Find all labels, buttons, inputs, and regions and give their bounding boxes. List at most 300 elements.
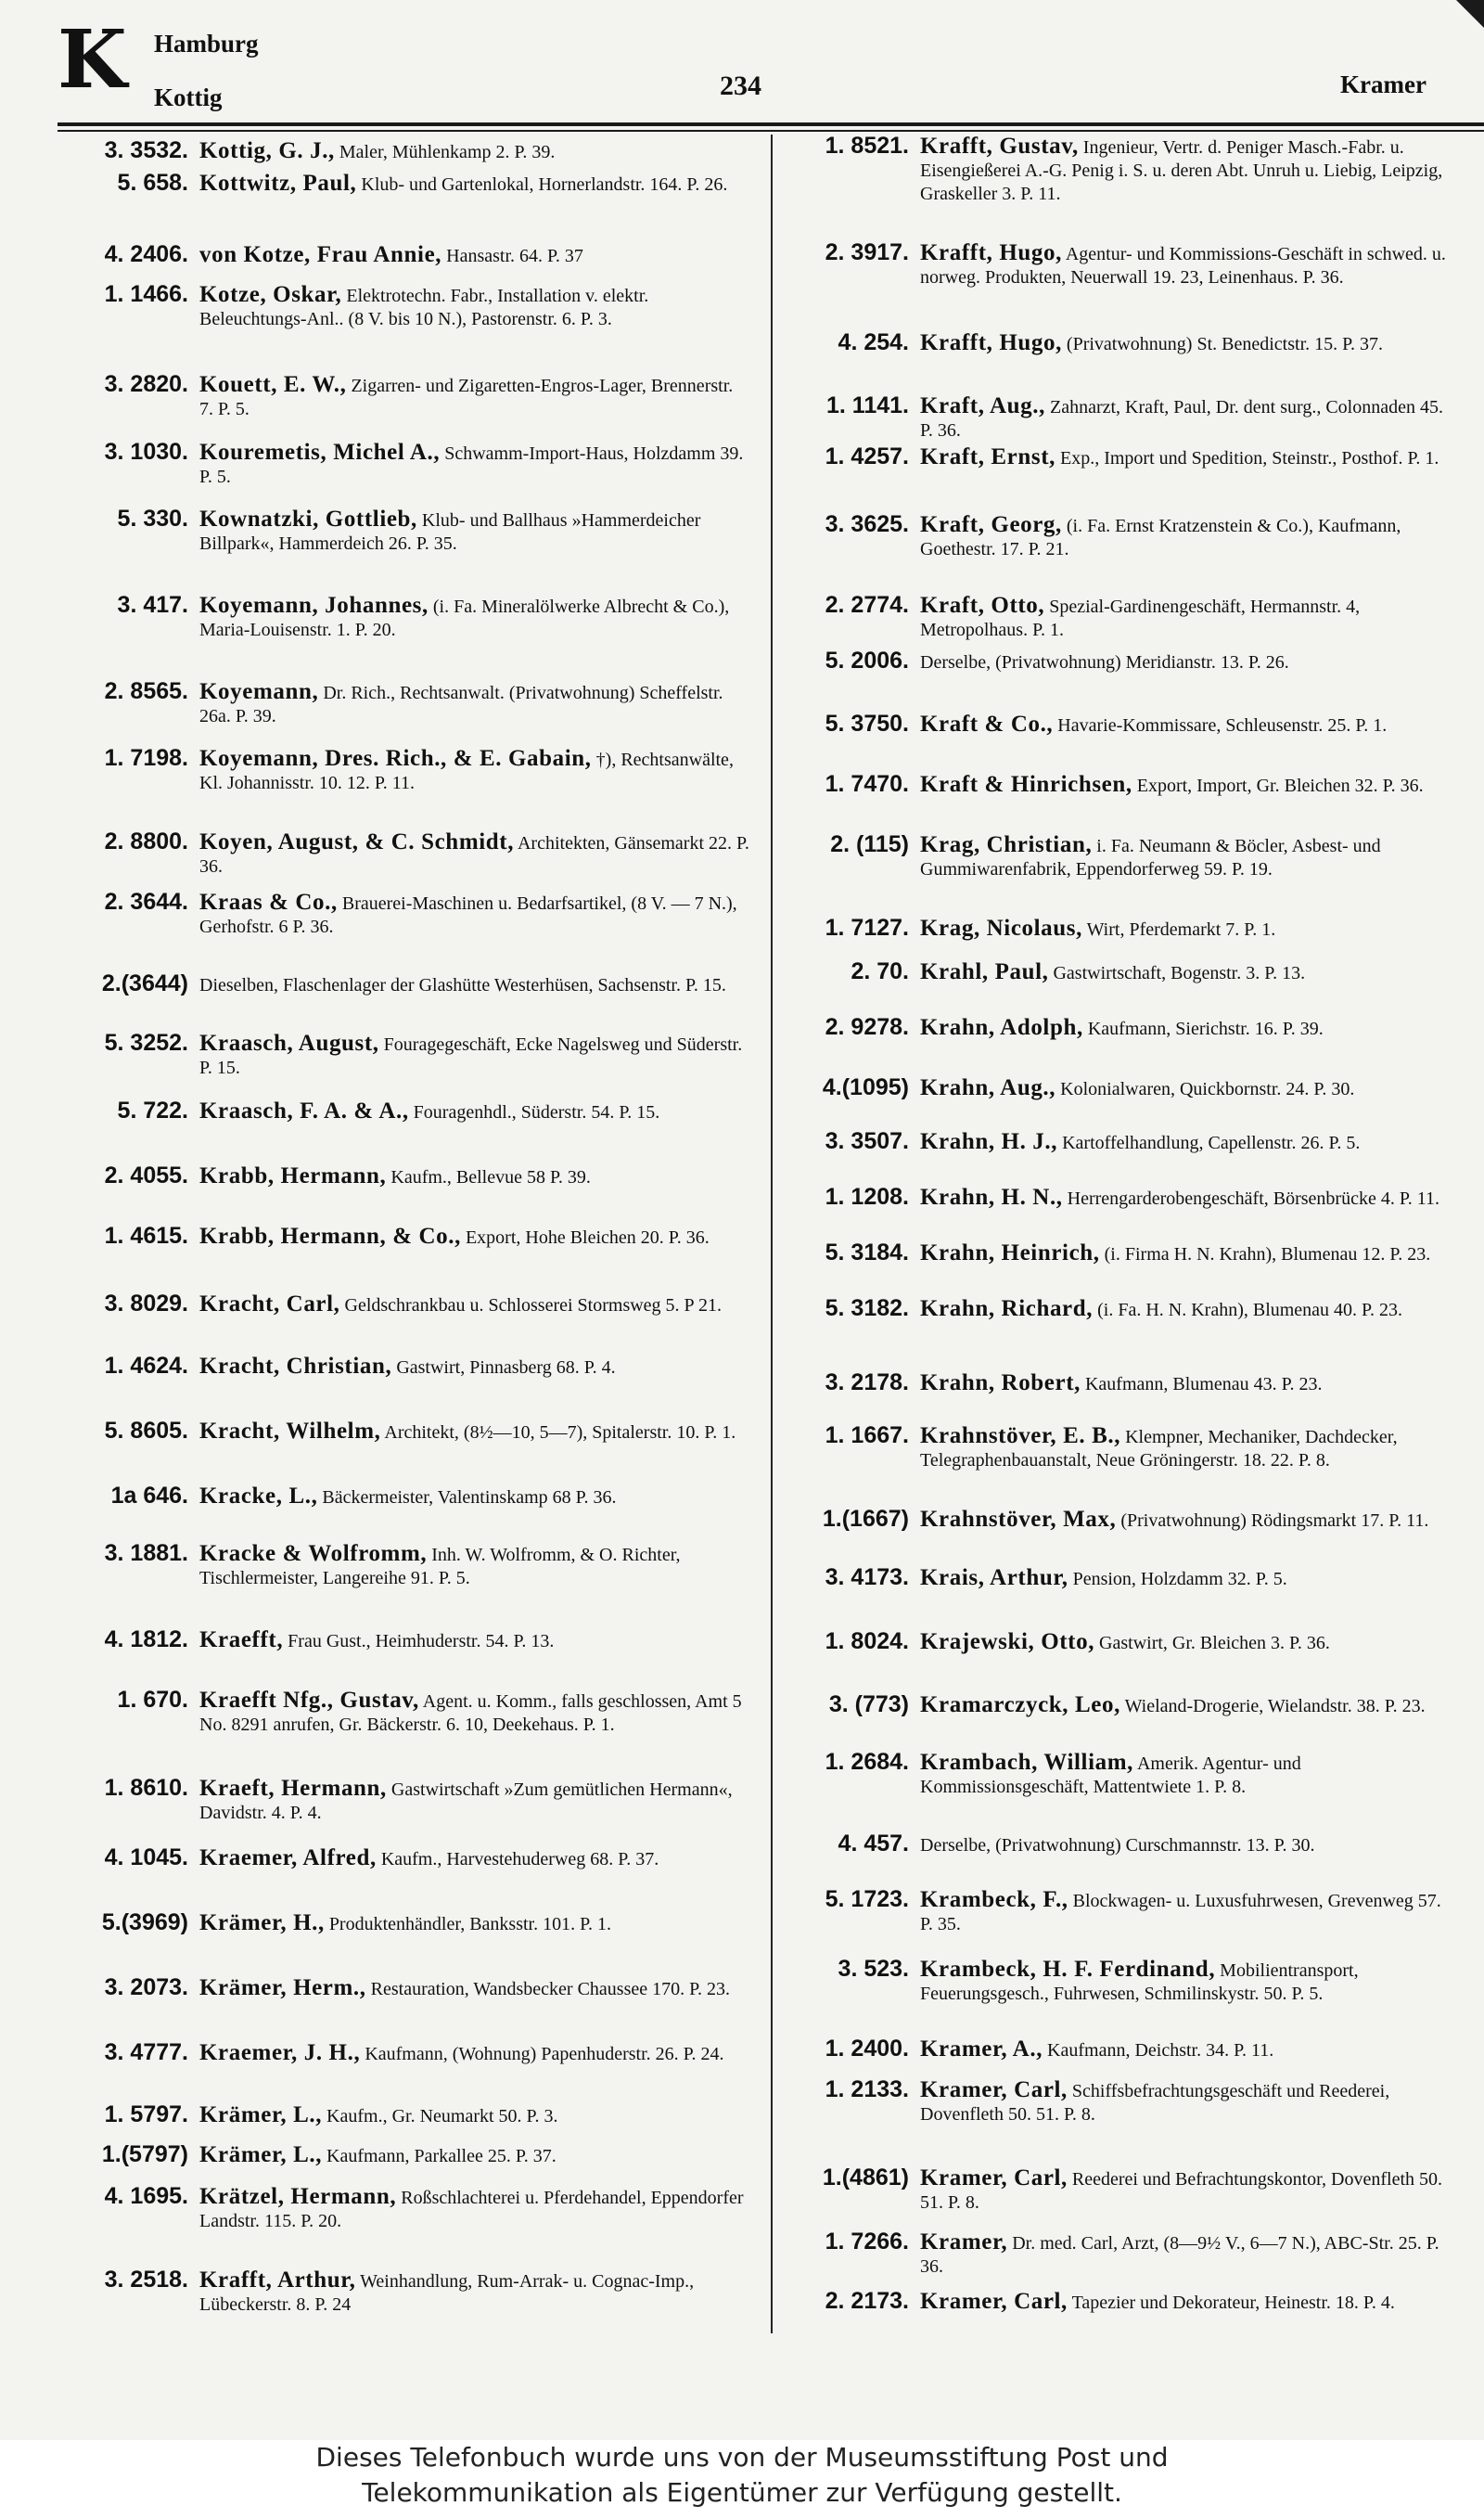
entry-details: (i. Fa. Ernst Kratzenstein & Co.), Kaufmann, Goethestr. 17. P. 21. bbox=[920, 516, 1401, 559]
entry-name: Kraemer, Alfred, bbox=[199, 1845, 377, 1870]
phone-number: 3. 3532. bbox=[104, 137, 188, 163]
entry-name: Kramer, Carl, bbox=[920, 2289, 1068, 2314]
entry-text bbox=[199, 283, 751, 331]
directory-entry bbox=[51, 680, 751, 728]
entry-details: Brauerei-Maschinen u. Bedarfsartikel, (8 V. — 7 N.), Gerhofstr. 6 P. 36. bbox=[199, 893, 737, 937]
directory-entry bbox=[772, 713, 1449, 738]
phone-number: 1a 646. bbox=[110, 1483, 188, 1509]
directory-entry bbox=[51, 1484, 751, 1510]
entry-text bbox=[920, 445, 1449, 470]
entry-details: Gastwirtschaft, Bogenstr. 3. P. 13. bbox=[1053, 963, 1306, 983]
entry-name: Krahl, Paul, bbox=[920, 959, 1049, 984]
phone-number: 4. 254. bbox=[838, 329, 909, 355]
phone-number: 3. (773) bbox=[828, 1691, 909, 1717]
directory-entry bbox=[772, 1371, 1449, 1396]
entry-text bbox=[920, 1958, 1449, 2006]
directory-entry bbox=[772, 241, 1449, 289]
entry-text bbox=[920, 960, 1449, 985]
entry-details: Schwamm-Import-Haus, Holzdamm 39. P. 5. bbox=[199, 443, 744, 487]
entry-text bbox=[920, 1076, 1449, 1101]
entry-details: Zigarren- und Zigaretten-Engros-Lager, Brennerstr. 7. P. 5. bbox=[199, 376, 734, 419]
entry-name: Krämer, Herm., bbox=[199, 1975, 366, 2000]
entry-text bbox=[199, 680, 751, 728]
directory-entry bbox=[51, 1032, 751, 1080]
directory-entry bbox=[772, 649, 1449, 674]
entry-name: Kraasch, August, bbox=[199, 1031, 379, 1056]
directory-entry bbox=[51, 747, 751, 795]
entry-details: Pension, Holzdamm 32. P. 5. bbox=[1072, 1569, 1287, 1589]
entry-details: Klub- und Gartenlokal, Hornerlandstr. 164. P. 26. bbox=[361, 174, 728, 195]
entry-name: Krajewski, Otto, bbox=[920, 1629, 1095, 1654]
phone-number: 1.(4861) bbox=[822, 2165, 909, 2190]
entry-name: Krabb, Hermann, bbox=[199, 1163, 387, 1188]
entry-name: Krahnstöver, Max, bbox=[920, 1507, 1117, 1532]
entry-details: (i. Firma H. N. Krahn), Blumenau 12. P. 23. bbox=[1104, 1244, 1431, 1265]
phone-number: 2. (115) bbox=[830, 831, 909, 857]
entry-text bbox=[199, 1420, 751, 1445]
directory-entry bbox=[772, 1888, 1449, 1936]
directory-entry bbox=[772, 773, 1449, 798]
directory-entry bbox=[51, 1292, 751, 1317]
entry-details: Herrengarderobengeschäft, Börsenbrücke 4. P. 11. bbox=[1067, 1188, 1439, 1209]
phone-number: 3. 3507. bbox=[825, 1128, 909, 1154]
directory-entry bbox=[772, 1241, 1449, 1266]
entry-name: Kotze, Oskar, bbox=[199, 282, 342, 307]
directory-entry bbox=[772, 1566, 1449, 1591]
phone-number: 1. 2400. bbox=[825, 2036, 909, 2062]
entry-details: Produktenhändler, Banksstr. 101. P. 1. bbox=[328, 1914, 612, 1934]
directory-entry bbox=[772, 1297, 1449, 1322]
directory-entry bbox=[772, 2290, 1449, 2315]
entry-details: Blockwagen- u. Luxusfuhrwesen, Grevenweg 57. P. 35. bbox=[920, 1891, 1441, 1934]
entry-details: Restauration, Wandsbecker Chaussee 170. P. 23. bbox=[370, 1979, 731, 1999]
entry-name: Kracht, Wilhelm, bbox=[199, 1419, 381, 1444]
entry-name: Koyemann, Johannes, bbox=[199, 593, 429, 618]
entry-text bbox=[920, 1241, 1449, 1266]
directory-entry bbox=[51, 441, 751, 489]
directory-entry bbox=[772, 1130, 1449, 1155]
phone-number: 2. 70. bbox=[851, 958, 909, 984]
entry-details: Roßschlachterei u. Pferdehandel, Eppendorfer Landstr. 115. P. 20. bbox=[199, 2188, 744, 2231]
entry-details: (Privatwohnung) St. Benedictstr. 15. P. 37. bbox=[1066, 334, 1384, 354]
entry-text bbox=[920, 917, 1449, 942]
entry-details: (Privatwohnung) Rödingsmarkt 17. P. 11. bbox=[1120, 1510, 1429, 1531]
entry-name: Kraeft, Hermann, bbox=[199, 1776, 387, 1801]
entry-text bbox=[199, 1164, 751, 1189]
entry-name: Kramer, A., bbox=[920, 2036, 1043, 2062]
entry-details: Maler, Mühlenkamp 2. P. 39. bbox=[339, 142, 556, 162]
entry-text bbox=[199, 1032, 751, 1080]
entry-name: Koyemann, Dres. Rich., & E. Gabain, bbox=[199, 746, 592, 771]
entry-text bbox=[920, 1888, 1449, 1936]
entry-text bbox=[920, 594, 1449, 642]
directory-entry bbox=[51, 283, 751, 331]
entry-text bbox=[199, 507, 751, 556]
entry-details: Dr. Rich., Rechtsanwalt. (Privatwohnung) Scheffelstr. 26a. P. 39. bbox=[199, 683, 723, 726]
entry-details: Reederei und Befrachtungskontor, Dovenfleth 50. 51. P. 8. bbox=[920, 2169, 1443, 2213]
entry-text bbox=[920, 241, 1449, 289]
entry-name: Krambeck, F., bbox=[920, 1887, 1068, 1912]
entry-name: Kracke, L., bbox=[199, 1484, 318, 1509]
entry-name: Kracht, Carl, bbox=[199, 1291, 340, 1317]
directory-entry bbox=[772, 1693, 1449, 1718]
entry-name: Kraasch, F. A. & A., bbox=[199, 1098, 409, 1124]
phone-number: 2. 3644. bbox=[104, 889, 188, 915]
entry-name: Krafft, Hugo, bbox=[920, 240, 1062, 265]
entry-details: Weinhandlung, Rum-Arrak- u. Cognac-Imp., Lübeckerstr. 8. P. 24 bbox=[199, 2271, 695, 2315]
phone-number: 2. 3917. bbox=[825, 239, 909, 265]
directory-entry bbox=[772, 2078, 1449, 2126]
entry-name: Kraft & Co., bbox=[920, 712, 1054, 737]
entry-details: Kaufmann, Blumenau 43. P. 23. bbox=[1084, 1374, 1323, 1394]
directory-entry bbox=[51, 830, 751, 879]
entry-name: Kraft, Aug., bbox=[920, 393, 1045, 418]
entry-text bbox=[199, 1777, 751, 1825]
entry-text bbox=[920, 1693, 1449, 1718]
city-name: Hamburg bbox=[154, 30, 259, 58]
entry-text bbox=[199, 1292, 751, 1317]
phone-number: 3. 1030. bbox=[104, 439, 188, 465]
entry-details: Derselbe, (Privatwohnung) Curschmannstr. 13. P. 30. bbox=[920, 1835, 1315, 1856]
entry-text bbox=[199, 1355, 751, 1380]
entry-details: Kaufm., Bellevue 58 P. 39. bbox=[390, 1167, 591, 1188]
entry-text bbox=[920, 649, 1449, 674]
entry-name: Kramer, Carl, bbox=[920, 2077, 1068, 2102]
phone-number: 3. 2518. bbox=[104, 2267, 188, 2293]
directory-entry bbox=[772, 1630, 1449, 1655]
entry-text bbox=[199, 1846, 751, 1871]
entry-details: Kolonialwaren, Quickbornstr. 24. P. 30. bbox=[1060, 1079, 1355, 1099]
phone-number: 5. 3252. bbox=[104, 1030, 188, 1056]
phone-number: 3. 2073. bbox=[104, 1974, 188, 2000]
directory-entry bbox=[51, 243, 751, 268]
directory-entry bbox=[772, 1832, 1449, 1857]
phone-number: 1. 670. bbox=[117, 1687, 188, 1713]
phone-number: 3. 2820. bbox=[104, 371, 188, 397]
entry-details: i. Fa. Neumann & Böcler, Asbest- und Gummiwarenfabrik, Eppendorferweg 59. P. 19. bbox=[920, 836, 1381, 880]
directory-entry bbox=[51, 1164, 751, 1189]
entry-name: Koyemann, bbox=[199, 679, 319, 704]
phone-number: 2.(3644) bbox=[101, 970, 188, 996]
directory-entry bbox=[772, 1076, 1449, 1101]
entry-text bbox=[920, 1130, 1449, 1155]
entry-details: Frau Gust., Heimhuderstr. 54. P. 13. bbox=[288, 1631, 555, 1651]
directory-entry bbox=[772, 960, 1449, 985]
directory-entry bbox=[51, 373, 751, 421]
entry-name: Krambach, William, bbox=[920, 1750, 1134, 1775]
entry-name: Krag, Nicolaus, bbox=[920, 916, 1082, 941]
phone-number: 1. 8521. bbox=[825, 133, 909, 159]
entry-details: Dr. med. Carl, Arzt, (8—9½ V., 6—7 N.), ABC-Str. 25. P. 36. bbox=[920, 2233, 1439, 2277]
directory-entry bbox=[772, 833, 1449, 881]
page-header bbox=[0, 0, 1484, 148]
phone-number: 1. 1208. bbox=[825, 1184, 909, 1210]
phone-number: 1. 1667. bbox=[825, 1422, 909, 1448]
entry-details: Kaufmann, Parkallee 25. P. 37. bbox=[326, 2146, 556, 2166]
entry-details: Kaufmann, Sierichstr. 16. P. 39. bbox=[1087, 1019, 1324, 1039]
footer-line-2: Telekommunikation als Eigentümer zur Verfügung gestellt. bbox=[362, 2477, 1122, 2508]
phone-number: 5. 3182. bbox=[825, 1295, 909, 1321]
entry-details: Export, Hohe Bleichen 20. P. 36. bbox=[465, 1227, 710, 1248]
directory-entry bbox=[772, 594, 1449, 642]
entry-text bbox=[920, 1751, 1449, 1799]
entry-name: Kownatzki, Gottlieb, bbox=[199, 507, 417, 532]
entry-name: Kramer, Carl, bbox=[920, 2165, 1068, 2190]
entry-text bbox=[920, 2078, 1449, 2126]
phone-number: 3. 8029. bbox=[104, 1291, 188, 1317]
phone-number: 1. 8024. bbox=[825, 1628, 909, 1654]
entry-text bbox=[199, 1911, 751, 1936]
entry-name: Krag, Christian, bbox=[920, 832, 1093, 857]
entry-name: Kramer, bbox=[920, 2229, 1008, 2255]
phone-number: 1. 4624. bbox=[104, 1353, 188, 1379]
entry-name: Krahnstöver, E. B., bbox=[920, 1423, 1121, 1448]
phone-number: 5. 330. bbox=[117, 506, 188, 532]
directory-entry bbox=[51, 2041, 751, 2066]
entry-details: Amerik. Agentur- und Kommissionsgeschäft, Mattentwiete 1. P. 8. bbox=[920, 1754, 1301, 1797]
entry-text bbox=[920, 2037, 1449, 2062]
phone-number: 1. 7198. bbox=[104, 745, 188, 771]
directory-entry bbox=[772, 917, 1449, 942]
phone-number: 1. 1466. bbox=[104, 281, 188, 307]
entry-name: von Kotze, Frau Annie, bbox=[199, 242, 442, 267]
phone-number: 1.(1667) bbox=[822, 1506, 909, 1532]
directory-entry bbox=[51, 2268, 751, 2317]
entry-details: Kartoffelhandlung, Capellenstr. 26. P. 5. bbox=[1062, 1133, 1361, 1153]
entry-details: †), Rechtsanwälte, Kl. Johannisstr. 10. 12. P. 11. bbox=[199, 750, 734, 793]
directory-entry bbox=[51, 1911, 751, 1936]
directory-entry bbox=[772, 1958, 1449, 2006]
entry-name: Krabb, Hermann, & Co., bbox=[199, 1224, 461, 1249]
entry-name: Kottwitz, Paul, bbox=[199, 171, 357, 196]
entry-details: Bäckermeister, Valentinskamp 68 P. 36. bbox=[322, 1487, 617, 1508]
entry-details: Agent. u. Komm., falls geschlossen, Amt 5 No. 8291 anrufen, Gr. Bäckerstr. 6. 10, Deekehaus. P. 1. bbox=[199, 1691, 742, 1735]
entry-name: Kramarczyck, Leo, bbox=[920, 1692, 1120, 1717]
entry-details: Architekt, (8½—10, 5—7), Spitalerstr. 10. P. 1. bbox=[384, 1422, 736, 1443]
entry-details: Kaufm., Gr. Neumarkt 50. P. 3. bbox=[326, 2106, 558, 2126]
phone-number: 1. 5797. bbox=[104, 2101, 188, 2127]
phone-number: 5. 8605. bbox=[104, 1418, 188, 1444]
entry-details: Havarie-Kommissare, Schleusenstr. 25. P. 1. bbox=[1057, 715, 1388, 736]
entry-details: Agentur- und Kommissions-Geschäft in schwed. u. norweg. Produkten, Neuerwall 19. 23, Leinenhaus. P. 36. bbox=[920, 244, 1446, 288]
directory-entry bbox=[51, 1689, 751, 1737]
entry-text bbox=[920, 1630, 1449, 1655]
entry-text bbox=[199, 891, 751, 939]
directory-entry bbox=[51, 2143, 751, 2168]
entry-text bbox=[199, 1976, 751, 2001]
entry-text bbox=[199, 1099, 751, 1124]
directory-entry bbox=[772, 1186, 1449, 1211]
entry-text bbox=[920, 1297, 1449, 1322]
directory-entry bbox=[51, 507, 751, 556]
phone-number: 4. 1812. bbox=[104, 1626, 188, 1652]
entry-name: Krätzel, Hermann, bbox=[199, 2184, 397, 2209]
entry-name: Kraemer, J. H., bbox=[199, 2040, 361, 2065]
phone-number: 2. 9278. bbox=[825, 1014, 909, 1040]
phone-number: 1. 7266. bbox=[825, 2229, 909, 2255]
entry-text bbox=[920, 135, 1449, 206]
directory-entry bbox=[51, 891, 751, 939]
directory-entry bbox=[51, 594, 751, 642]
entry-text bbox=[920, 2230, 1449, 2279]
phone-number: 1. 4615. bbox=[104, 1223, 188, 1249]
phone-number: 1. 1141. bbox=[826, 392, 909, 418]
entry-name: Kottig, G. J., bbox=[199, 138, 335, 163]
phone-number: 2. 2173. bbox=[825, 2288, 909, 2314]
entry-text bbox=[920, 1186, 1449, 1211]
entry-name: Krahn, Adolph, bbox=[920, 1015, 1083, 1040]
entry-name: Kracke & Wolfromm, bbox=[199, 1541, 428, 1566]
entry-details: Tapezier und Dekorateur, Heinestr. 18. P. 4. bbox=[1071, 2293, 1395, 2313]
entry-name: Kraft & Hinrichsen, bbox=[920, 772, 1132, 797]
entry-details: Wirt, Pferdemarkt 7. P. 1. bbox=[1086, 919, 1276, 940]
entry-name: Kraas & Co., bbox=[199, 890, 338, 915]
phone-number: 2. 4055. bbox=[104, 1163, 188, 1188]
entry-text bbox=[199, 594, 751, 642]
entry-details: Kaufmann, Deichstr. 34. P. 11. bbox=[1047, 2040, 1274, 2061]
directory-entry bbox=[51, 1628, 751, 1653]
entry-text bbox=[920, 513, 1449, 561]
phone-number: 1. 8610. bbox=[104, 1775, 188, 1801]
phone-number: 4. 2406. bbox=[104, 241, 188, 267]
phone-number: 1. 2684. bbox=[825, 1749, 909, 1775]
directory-entry bbox=[772, 1016, 1449, 1041]
entry-details: Geldschrankbau u. Schlosserei Stormsweg 5. P 21. bbox=[344, 1295, 722, 1316]
phone-number: 3. 1881. bbox=[104, 1540, 188, 1566]
entry-text bbox=[199, 2185, 751, 2233]
phone-number: 5.(3969) bbox=[101, 1909, 188, 1935]
entry-name: Krahn, Richard, bbox=[920, 1296, 1094, 1321]
entry-text bbox=[199, 830, 751, 879]
phone-number: 5. 3184. bbox=[825, 1240, 909, 1265]
entry-text bbox=[920, 833, 1449, 881]
directory-entry bbox=[51, 1542, 751, 1590]
phone-number: 3. 2178. bbox=[825, 1369, 909, 1395]
directory-entry bbox=[51, 1355, 751, 1380]
phone-number: 1. 7470. bbox=[825, 771, 909, 797]
entry-text bbox=[199, 2041, 751, 2066]
directory-entry bbox=[51, 172, 751, 197]
entry-text bbox=[199, 747, 751, 795]
entry-text bbox=[199, 373, 751, 421]
last-entry-guide-word: Kramer bbox=[1340, 71, 1426, 98]
phone-number: 4. 1695. bbox=[104, 2183, 188, 2209]
entry-details: Architekten, Gänsemarkt 22. P. 36. bbox=[199, 833, 749, 877]
directory-entry bbox=[51, 2185, 751, 2233]
entry-details: Exp., Import und Spedition, Steinstr., Posthof. P. 1. bbox=[1059, 448, 1439, 469]
directory-entry bbox=[51, 1777, 751, 1825]
phone-number: 5. 1723. bbox=[825, 1886, 909, 1912]
entry-text bbox=[920, 1832, 1449, 1857]
phone-number: 5. 3750. bbox=[825, 711, 909, 737]
entry-name: Kraefft, bbox=[199, 1627, 284, 1652]
entry-text bbox=[199, 2103, 751, 2128]
entry-name: Kraft, Otto, bbox=[920, 593, 1045, 618]
entry-details: Fouragegeschäft, Ecke Nagelsweg und Süderstr. P. 15. bbox=[199, 1034, 743, 1078]
phone-number: 4. 1045. bbox=[104, 1844, 188, 1870]
entry-name: Kraft, Georg, bbox=[920, 512, 1062, 537]
directory-entry bbox=[51, 972, 751, 997]
entry-text bbox=[920, 331, 1449, 356]
header-rule-thick bbox=[58, 122, 1484, 126]
entry-text bbox=[199, 2143, 751, 2168]
entry-details: Kaufm., Harvestehuderweg 68. P. 37. bbox=[380, 1849, 659, 1869]
entry-name: Krahn, Aug., bbox=[920, 1075, 1056, 1100]
directory-entry bbox=[772, 331, 1449, 356]
header-rule-thin bbox=[58, 130, 1484, 132]
directory-entry bbox=[51, 1225, 751, 1250]
entry-name: Krämer, H., bbox=[199, 1910, 325, 1935]
directory-entry bbox=[772, 1424, 1449, 1472]
phone-number: 1. 4257. bbox=[825, 443, 909, 469]
entry-details: Zahnarzt, Kraft, Paul, Dr. dent surg., Colonnaden 45. P. 36. bbox=[920, 397, 1443, 441]
entry-name: Krafft, Gustav, bbox=[920, 134, 1079, 159]
phone-number: 1. 2133. bbox=[825, 2076, 909, 2102]
directory-entry bbox=[51, 1976, 751, 2001]
entry-details: Wieland-Drogerie, Wielandstr. 38. P. 23. bbox=[1124, 1696, 1426, 1716]
phone-number: 1.(5797) bbox=[101, 2141, 188, 2167]
directory-entry bbox=[772, 1751, 1449, 1799]
entry-text bbox=[199, 139, 751, 164]
entry-text bbox=[199, 1542, 751, 1590]
phone-number: 3. 4777. bbox=[104, 2039, 188, 2065]
entry-details: Ingenieur, Vertr. d. Peniger Masch.-Fabr. u. Eisengießerei A.-G. Penig i. S. u. deren Abt. Unruh u. Liebig, Leipzig, Graskeller 3. P. 11. bbox=[920, 137, 1443, 204]
page-number: 234 bbox=[720, 71, 761, 101]
phone-number: 1. 7127. bbox=[825, 915, 909, 941]
directory-entry bbox=[772, 394, 1449, 443]
entry-text bbox=[920, 2290, 1449, 2315]
entry-text bbox=[920, 1566, 1449, 1591]
directory-entry bbox=[772, 135, 1449, 206]
entry-text bbox=[920, 394, 1449, 443]
entry-text bbox=[920, 713, 1449, 738]
directory-entry bbox=[51, 1420, 751, 1445]
entry-text bbox=[199, 441, 751, 489]
phone-number: 5. 2006. bbox=[825, 648, 909, 674]
entry-name: Krahn, Heinrich, bbox=[920, 1240, 1100, 1265]
entry-name: Kraefft Nfg., Gustav, bbox=[199, 1688, 419, 1713]
entry-text bbox=[199, 243, 751, 268]
entry-name: Koyen, August, & C. Schmidt, bbox=[199, 829, 515, 854]
entry-details: Inh. W. Wolfromm, & O. Richter, Tischlermeister, Langereihe 91. P. 5. bbox=[199, 1545, 681, 1588]
entry-text bbox=[199, 1628, 751, 1653]
entry-name: Kouett, E. W., bbox=[199, 372, 347, 397]
entry-details: Klempner, Mechaniker, Dachdecker, Telegraphenbauanstalt, Neue Gröningerstr. 18. 22. P. 8. bbox=[920, 1427, 1398, 1471]
entry-details: Fouragenhdl., Süderstr. 54. P. 15. bbox=[413, 1102, 660, 1123]
phone-number: 2. 8565. bbox=[104, 678, 188, 704]
directory-entry bbox=[772, 2037, 1449, 2062]
phone-number: 5. 658. bbox=[117, 170, 188, 196]
entry-details: Hansastr. 64. P. 37 bbox=[446, 246, 583, 266]
entry-text bbox=[199, 1225, 751, 1250]
entry-details: Dieselben, Flaschenlager der Glashütte Westerhüsen, Sachsenstr. P. 15. bbox=[199, 975, 726, 996]
entry-text bbox=[920, 1508, 1449, 1533]
entry-details: Kaufmann, (Wohnung) Papenhuderstr. 26. P. 24. bbox=[365, 2044, 724, 2064]
phone-number: 3. 3625. bbox=[825, 511, 909, 537]
entry-details: Schiffsbefrachtungsgeschäft und Reederei, Dovenfleth 50. 51. P. 8. bbox=[920, 2081, 1390, 2125]
phone-number: 4.(1095) bbox=[822, 1074, 909, 1100]
entry-details: Gastwirtschaft »Zum gemütlichen Hermann«, Davidstr. 4. P. 4. bbox=[199, 1779, 733, 1823]
entry-text bbox=[199, 1484, 751, 1510]
section-letter: K bbox=[58, 13, 127, 107]
entry-details: Gastwirt, Pinnasberg 68. P. 4. bbox=[396, 1357, 616, 1378]
entry-details: (i. Fa. H. N. Krahn), Blumenau 40. P. 23. bbox=[1097, 1300, 1402, 1320]
entry-name: Krambeck, H. F. Ferdinand, bbox=[920, 1957, 1216, 1982]
phone-number: 3. 523. bbox=[838, 1956, 909, 1982]
entry-text bbox=[199, 2268, 751, 2317]
entry-details: (i. Fa. Mineralölwerke Albrecht & Co.), Maria-Louisenstr. 1. P. 20. bbox=[199, 597, 730, 640]
directory-entry bbox=[772, 513, 1449, 561]
